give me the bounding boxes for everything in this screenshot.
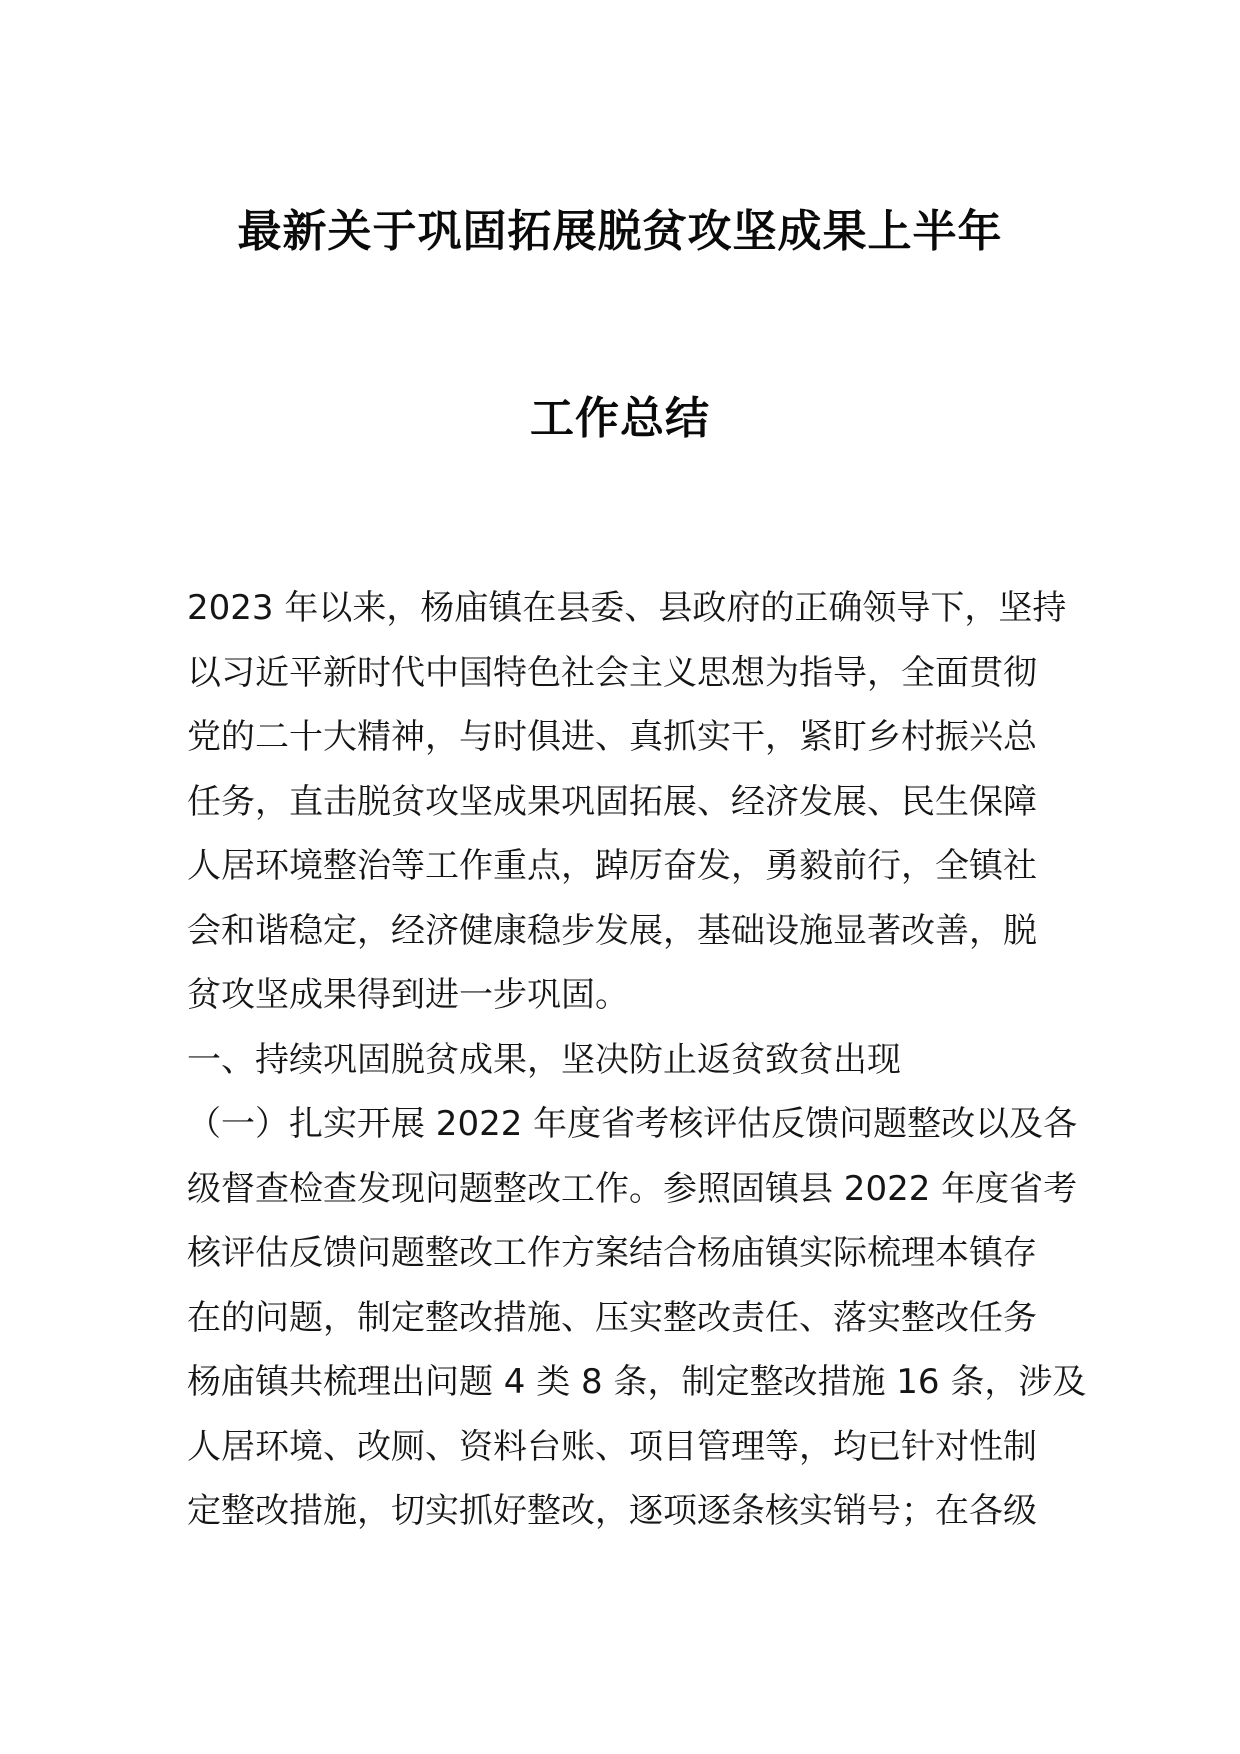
document-body: [187, 576, 1087, 1544]
body-line: 人居环境整治等工作重点，踔厉奋发，勇毅前行，全镇社: [187, 846, 1037, 886]
body-line: 定整改措施，切实抓好整改，逐项逐条核实销号；在各级: [187, 1491, 1037, 1531]
body-line: 在的问题，制定整改措施、压实整改责任、落实整改任务: [187, 1297, 1037, 1338]
body-line: 任务，直击脱贫攻坚成果巩固拓展、经济发展、民生保障: [187, 781, 1037, 822]
document-title-line-1: 最新关于巩固拓展脱贫攻坚成果上半年: [237, 206, 1003, 257]
body-line: 会和谐稳定，经济健康稳步发展，基础设施显著改善，脱: [187, 910, 1037, 951]
body-line: 2023 年以来，杨庙镇在县委、县政府的正确领导下，坚持: [187, 588, 1067, 628]
section-heading: 一、持续巩固脱贫成果，坚决防止返贫致贫出现: [187, 1039, 901, 1080]
body-line: 以习近平新时代中国特色社会主义思想为指导，全面贯彻: [187, 652, 1037, 693]
body-line: 贫攻坚成果得到进一步巩固。: [187, 975, 629, 1015]
body-line: （一）扎实开展 2022 年度省考核评估反馈问题整改以及各: [187, 1104, 1078, 1144]
body-line: 杨庙镇共梳理出问题 4 类 8 条，制定整改措施 16 条，涉及: [187, 1362, 1087, 1402]
body-line: 级督查检查发现问题整改工作。参照固镇县 2022 年度省考: [187, 1168, 1078, 1209]
body-line: 党的二十大精神，与时俱进、真抓实干，紧盯乡村振兴总: [187, 717, 1037, 757]
document-title-line-2: 工作总结: [530, 393, 710, 444]
body-line: 人居环境、改厕、资料台账、项目管理等，均已针对性制: [187, 1426, 1037, 1467]
body-line: 核评估反馈问题整改工作方案结合杨庙镇实际梳理本镇存: [187, 1233, 1037, 1273]
